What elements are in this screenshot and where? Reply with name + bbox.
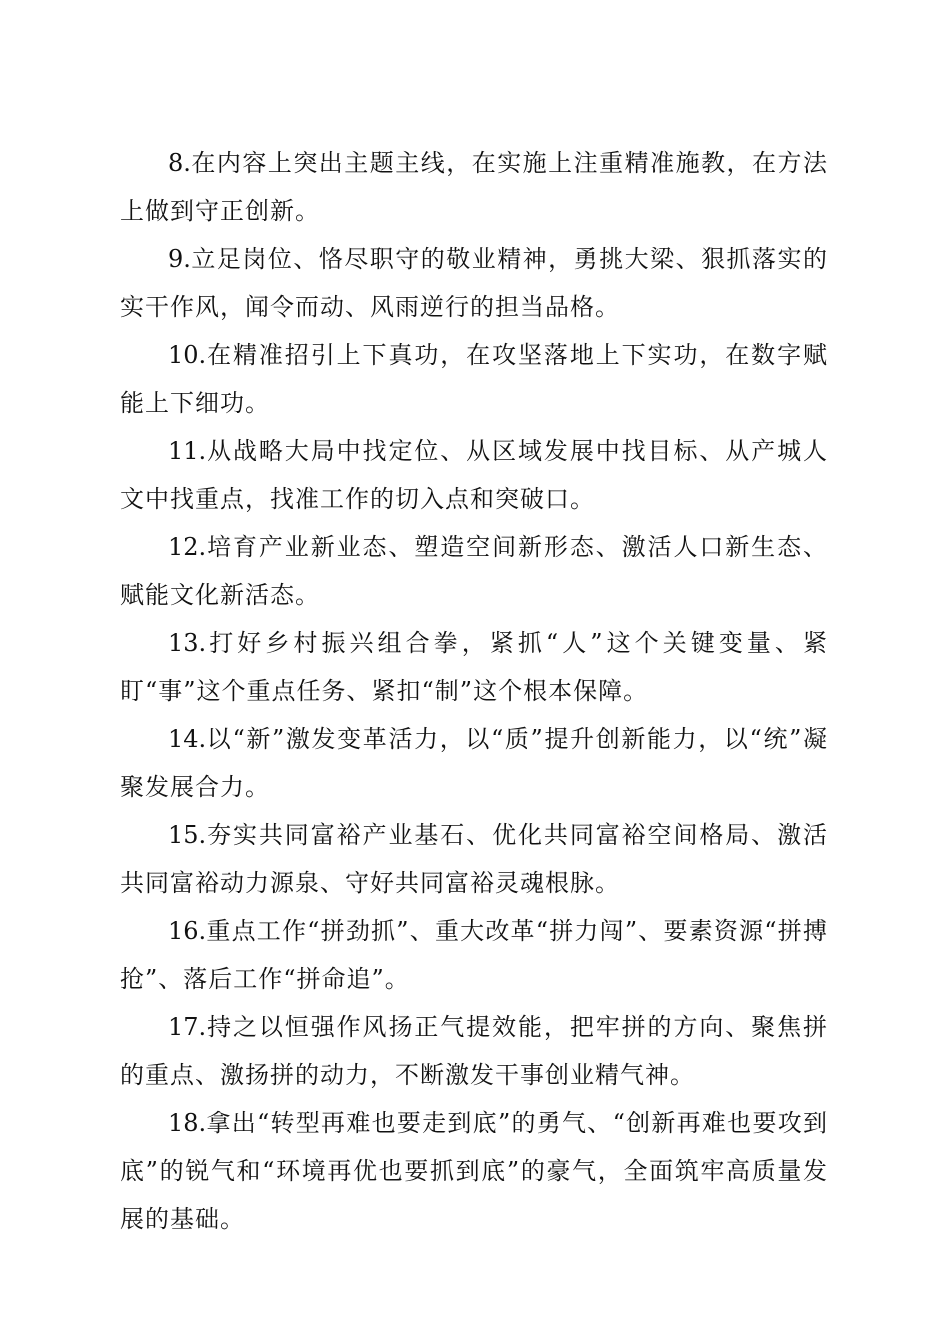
list-item xyxy=(120,1003,828,1099)
item-number: 11. xyxy=(168,437,207,465)
item-number: 9. xyxy=(168,245,191,273)
item-text: 夯实共同富裕产业基石、优化共同富裕空间格局、激活共同富裕动力源泉、守好共同富裕灵魂根脉。 xyxy=(120,821,828,897)
list-item xyxy=(120,715,828,811)
item-text: 持之以恒强作风扬正气提效能，把牢拼的方向、聚焦拼的重点、激扬拼的动力，不断激发干事创业精气神。 xyxy=(120,1013,828,1089)
item-number: 18. xyxy=(168,1109,207,1137)
item-text: 从战略大局中找定位、从区域发展中找目标、从产城人文中找重点，找准工作的切入点和突破口。 xyxy=(120,437,828,513)
document-page xyxy=(120,139,828,1243)
item-text: 在精准招引上下真功，在攻坚落地上下实功，在数字赋能上下细功。 xyxy=(120,341,828,417)
item-text: 拿出“转型再难也要走到底”的勇气、“创新再难也要攻到底”的锐气和“环境再优也要抓到底”的豪气，全面筑牢高质量发展的基础。 xyxy=(120,1109,828,1233)
item-number: 10. xyxy=(168,341,207,369)
list-item xyxy=(120,619,828,715)
list-item xyxy=(120,235,828,331)
item-text: 以“新”激发变革活力，以“质”提升创新能力，以“统”凝聚发展合力。 xyxy=(120,725,828,801)
list-item xyxy=(120,811,828,907)
item-number: 15. xyxy=(168,821,207,849)
item-number: 8. xyxy=(168,149,191,177)
item-text: 在内容上突出主题主线，在实施上注重精准施教，在方法上做到守正创新。 xyxy=(120,149,828,225)
list-item xyxy=(120,139,828,235)
item-text: 打好乡村振兴组合拳，紧抓“人”这个关键变量、紧盯“事”这个重点任务、紧扣“制”这个根本保障。 xyxy=(120,629,828,705)
list-item xyxy=(120,523,828,619)
list-item xyxy=(120,1099,828,1243)
list-item xyxy=(120,331,828,427)
item-number: 16. xyxy=(168,917,207,945)
item-number: 17. xyxy=(168,1013,207,1041)
item-text: 立足岗位、恪尽职守的敬业精神，勇挑大梁、狠抓落实的实干作风，闻令而动、风雨逆行的担当品格。 xyxy=(120,245,828,321)
item-number: 13. xyxy=(168,629,207,657)
list-item xyxy=(120,907,828,1003)
item-number: 12. xyxy=(168,533,207,561)
item-number: 14. xyxy=(168,725,207,753)
item-text: 重点工作“拼劲抓”、重大改革“拼力闯”、要素资源“拼搏抢”、落后工作“拼命追”。 xyxy=(120,917,828,993)
list-item xyxy=(120,427,828,523)
item-text: 培育产业新业态、塑造空间新形态、激活人口新生态、赋能文化新活态。 xyxy=(120,533,828,609)
